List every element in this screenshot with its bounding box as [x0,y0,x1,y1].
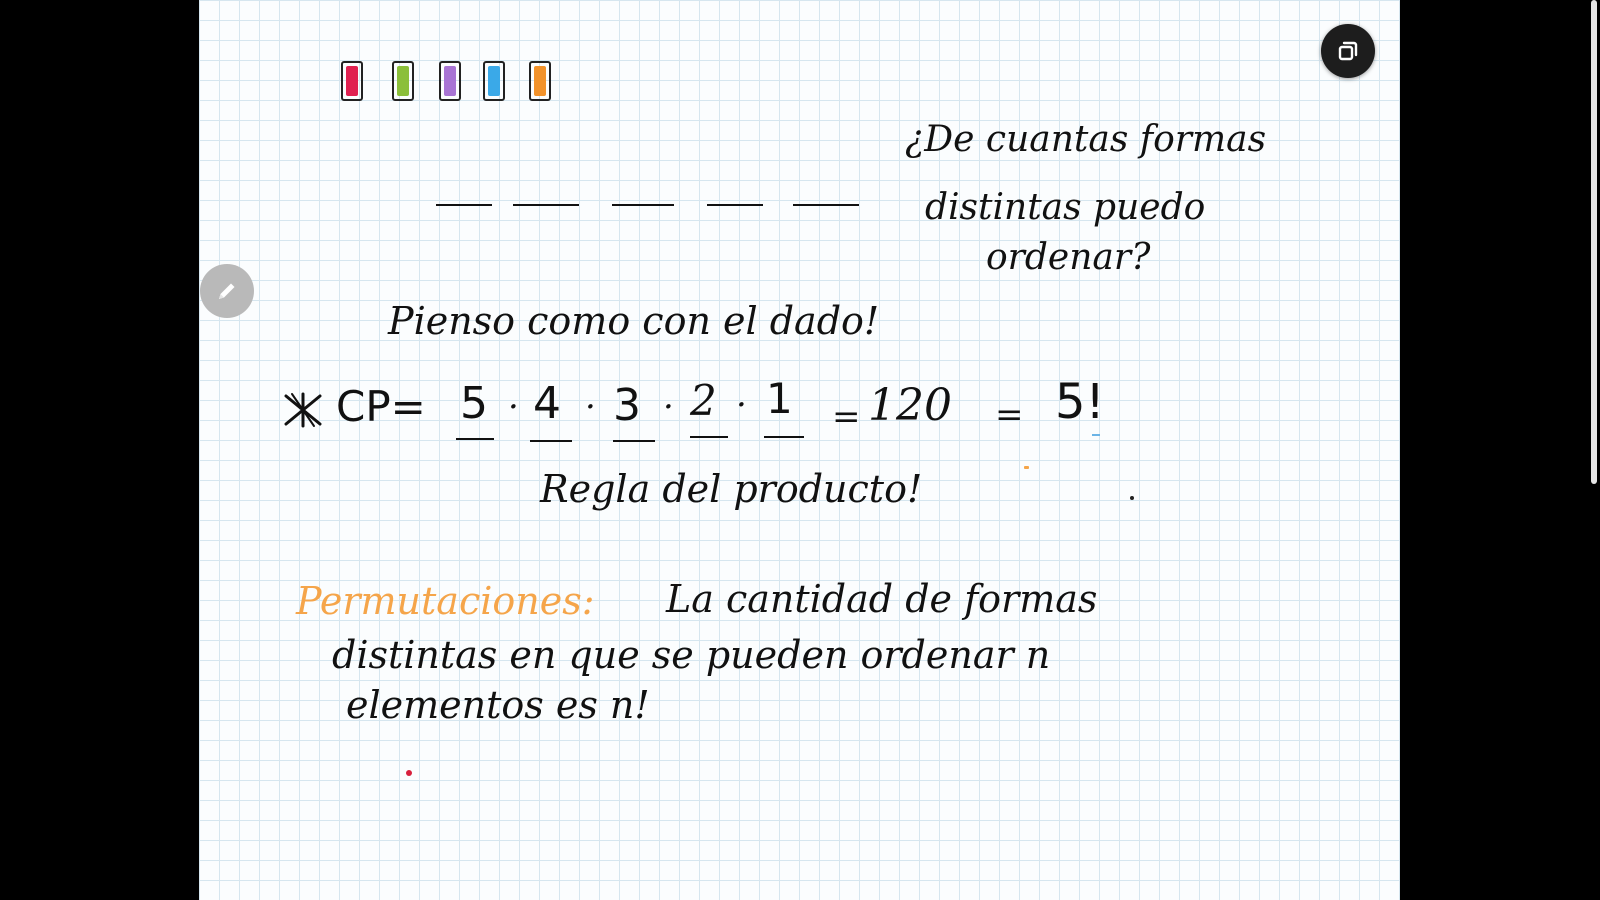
question-line-3: ordenar? [986,237,1151,278]
fullscreen-button[interactable] [1321,24,1375,78]
formula-result: 120 [868,380,952,431]
slot-blank-5 [793,204,859,206]
slot-blank-3 [612,204,674,206]
pencil-icon [215,279,239,303]
formula-dot-3: · [663,387,674,427]
black-dot [1130,496,1134,500]
purple-marker-icon [439,61,461,101]
factor-underline-1 [456,438,494,440]
green-marker-icon [392,61,414,101]
slot-blank-4 [707,204,763,206]
orange-dot [1024,466,1029,469]
rule-text: Regla del producto! [540,467,923,511]
factor-underline-2 [530,440,572,442]
red-dot [406,770,412,776]
hint-text: Pienso como con el dado! [388,299,880,343]
definition-line-3: elementos es n! [346,683,650,727]
formula-factorial: 5! [1055,374,1105,430]
formula-dot-4: · [736,385,747,425]
formula-equals-2: = [995,395,1024,435]
blue-marker-icon [483,61,505,101]
asterisk-icon [282,390,324,430]
formula-equals-1: = [832,397,861,437]
formula-dot-1: · [508,387,519,427]
formula-factor-1: 5 [460,378,488,429]
factor-underline-5 [764,436,804,438]
question-line-2: distintas puedo [925,187,1206,228]
formula-prefix: CP= [336,382,426,431]
slot-blank-2 [513,204,579,206]
definition-line-1: La cantidad de formas [666,577,1098,621]
red-marker-icon [341,61,363,101]
pencil-button[interactable] [200,264,254,318]
factor-underline-4 [690,436,728,438]
factor-underline-3 [613,440,655,442]
definition-term: Permutaciones: [296,579,595,623]
definition-line-2: distintas en que se pueden ordenar n [332,633,1051,677]
fullscreen-exit-icon [1336,39,1360,63]
formula-factor-2: 4 [533,378,561,429]
slot-blank-1 [436,204,492,206]
formula-dot-2: · [585,387,596,427]
formula-factor-5: 1 [766,374,793,423]
factorial-underline [1092,434,1100,436]
formula-factor-3: 3 [613,380,641,431]
orange-marker-icon [529,61,551,101]
scrollbar-thumb[interactable] [1591,0,1597,484]
question-line-1: ¿De cuantas formas [905,119,1267,160]
formula-factor-4: 2 [690,376,717,425]
